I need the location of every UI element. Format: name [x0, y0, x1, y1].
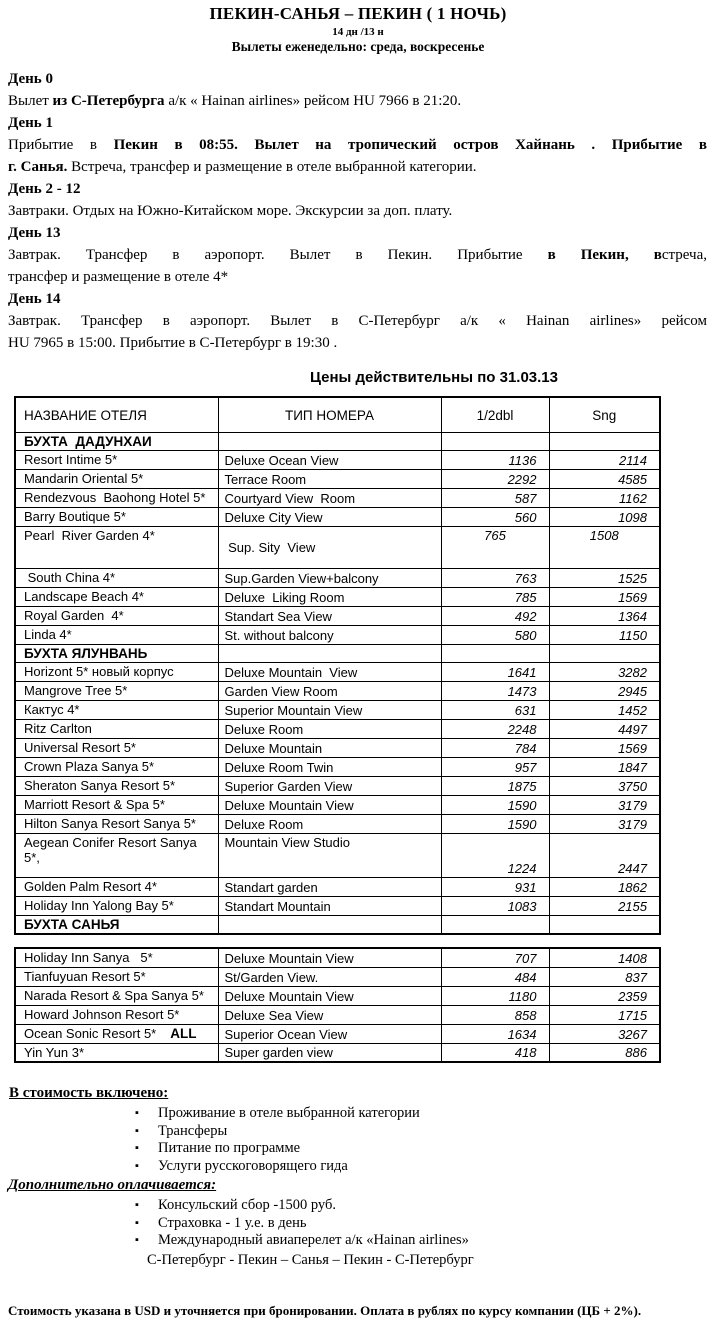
itinerary [8, 68, 707, 354]
room-type-cell: Standart garden [218, 878, 441, 897]
price-table-2-body [15, 948, 660, 1062]
col-header-half-double: 1/2dbl [441, 397, 549, 433]
single-price-cell: 1150 [549, 626, 660, 645]
day-description-line [8, 244, 707, 266]
half-double-price-cell: 587 [441, 489, 549, 508]
single-price-cell: 3179 [549, 796, 660, 815]
half-double-price-cell: 492 [441, 607, 549, 626]
text-segment: Завтраки. Отдых на Южно-Китайском море. Экскурсии за доп. плату. [8, 203, 453, 219]
half-double-price-cell: 785 [441, 588, 549, 607]
hotel-row [15, 967, 660, 986]
text-segment: Завтрак. Трансфер в аэропорт. Вылет в С-Петербург а/к « Hainan airlines» рейсом [8, 313, 707, 329]
hotel-name-cell: Aegean Conifer Resort Sanya 5*, [15, 834, 218, 878]
room-type-cell: Courtyard View Room [218, 489, 441, 508]
single-price-cell: 1508 [549, 527, 660, 569]
empty-cell [218, 916, 441, 935]
hotel-name-cell: Кактус 4* [15, 701, 218, 720]
included-title: В стоимость включено: [9, 1085, 169, 1101]
room-type-cell: Mountain View Studio [218, 834, 441, 878]
text-segment: трансфер и размещение в отеле 4* [8, 269, 229, 285]
hotel-name-cell: Hilton Sanya Resort Sanya 5* [15, 815, 218, 834]
single-price-cell: 1847 [549, 758, 660, 777]
single-price-cell: 3267 [549, 1024, 660, 1043]
text-segment: стреча, [661, 247, 707, 263]
hotel-name-cell: Sheraton Sanya Resort 5* [15, 777, 218, 796]
half-double-price-cell: 1083 [441, 897, 549, 916]
half-double-price-cell: 631 [441, 701, 549, 720]
bay-section-row [15, 645, 660, 663]
hotel-row [15, 1024, 660, 1043]
hotel-name-cell: Ritz Carlton [15, 720, 218, 739]
included-section [0, 1085, 716, 1175]
half-double-price-cell: 484 [441, 967, 549, 986]
hotel-name-cell: South China 4* [15, 569, 218, 588]
single-price-cell: 1162 [549, 489, 660, 508]
text-segment: а/к « Hainan airlines» рейсом HU 7966 в 21:20. [168, 93, 462, 109]
empty-cell [218, 433, 441, 451]
room-type-cell: Deluxe Room [218, 720, 441, 739]
day-description-line [8, 266, 707, 288]
single-price-cell: 3282 [549, 663, 660, 682]
room-type-cell: Deluxe Mountain [218, 739, 441, 758]
room-type-cell: Garden View Room [218, 682, 441, 701]
half-double-price-cell: 1136 [441, 451, 549, 470]
half-double-price-cell: 580 [441, 626, 549, 645]
hotel-name-cell: Crown Plaza Sanya 5* [15, 758, 218, 777]
single-price-cell: 1862 [549, 878, 660, 897]
single-price-cell: 2945 [549, 682, 660, 701]
half-double-price-cell: 707 [441, 948, 549, 967]
hotel-row [15, 1043, 660, 1062]
half-double-price-cell: 763 [441, 569, 549, 588]
text-segment: Вылет [8, 93, 53, 109]
day-heading: День 14 [8, 291, 61, 307]
hotel-name-cell: Rendezvous Baohong Hotel 5* [15, 489, 218, 508]
hotel-name-cell: Holiday Inn Sanya 5* [15, 948, 218, 967]
doc-header [0, 4, 716, 55]
text-segment: г. Санья. [8, 159, 72, 175]
text-segment: из С-Петербурга [52, 93, 169, 109]
list-item: ▪ Страховка - 1 у.е. в день [135, 1215, 716, 1233]
tour-duration: 14 дн /13 н [332, 26, 384, 38]
single-price-cell: 1452 [549, 701, 660, 720]
hotel-row [15, 588, 660, 607]
single-price-cell: 1098 [549, 508, 660, 527]
page-title: ПЕКИН-САНЬЯ – ПЕКИН ( 1 НОЧЬ) [209, 4, 507, 23]
empty-cell [549, 645, 660, 663]
price-table-2 [14, 947, 661, 1063]
hotel-name-cell: Pearl River Garden 4* [15, 527, 218, 569]
room-type-cell: Deluxe Room Twin [218, 758, 441, 777]
hotel-name-cell: Ocean Sonic Resort 5* ALL [15, 1024, 218, 1043]
empty-cell [218, 645, 441, 663]
single-price-cell: 837 [549, 967, 660, 986]
single-price-cell: 3179 [549, 815, 660, 834]
hotel-name-cell: Linda 4* [15, 626, 218, 645]
hotel-row [15, 948, 660, 967]
list-item: ▪ Консульский сбор -1500 руб. [135, 1197, 716, 1215]
flight-route: С-Петербург - Пекин – Санья – Пекин - С-Петербург [147, 1251, 474, 1268]
single-price-cell: 2114 [549, 451, 660, 470]
hotel-row [15, 451, 660, 470]
room-type-cell: Superior Mountain View [218, 701, 441, 720]
footer-note: Стоимость указана в USD и уточняется при бронировании. Оплата в рублях по курсу компании (ЦБ + 2%). [8, 1303, 642, 1318]
half-double-price-cell: 560 [441, 508, 549, 527]
room-type-cell: Superior Garden View [218, 777, 441, 796]
hotel-row [15, 897, 660, 916]
room-type-cell: Sup. Sity View [218, 527, 441, 569]
half-double-price-cell: 1641 [441, 663, 549, 682]
half-double-price-cell: 1590 [441, 815, 549, 834]
text-segment: Встреча, трансфер и размещение в отеле выбранной категории. [71, 159, 477, 175]
half-double-price-cell: 418 [441, 1043, 549, 1062]
hotel-row [15, 682, 660, 701]
room-type-cell: Standart Sea View [218, 607, 441, 626]
extra-cost-section [0, 1177, 716, 1269]
room-type-cell: Terrace Room [218, 470, 441, 489]
list-item: ▪ Международный авиаперелет а/к «Hainan airlines» [135, 1232, 716, 1250]
hotel-name-cell: Tianfuyuan Resort 5* [15, 967, 218, 986]
text-segment: Пекин в 08:55. Вылет на тропический остров Хайнань . Прибытие в [113, 137, 707, 153]
half-double-price-cell: 957 [441, 758, 549, 777]
day-description-line [8, 134, 707, 156]
hotel-row [15, 986, 660, 1005]
single-price-cell: 1715 [549, 1005, 660, 1024]
hotel-row [15, 626, 660, 645]
empty-cell [441, 916, 549, 935]
single-price-cell: 4497 [549, 720, 660, 739]
room-type-cell: Sup.Garden View+balcony [218, 569, 441, 588]
room-type-cell: Deluxe Ocean View [218, 451, 441, 470]
hotel-row [15, 1005, 660, 1024]
hotel-row [15, 527, 660, 569]
hotel-row [15, 720, 660, 739]
hotel-name-cell: Narada Resort & Spa Sanya 5* [15, 986, 218, 1005]
hotel-row [15, 470, 660, 489]
single-price-cell: 1569 [549, 588, 660, 607]
hotel-row [15, 834, 660, 878]
day-description-line [8, 200, 707, 222]
extra-cost-title: Дополнительно оплачивается: [8, 1177, 217, 1193]
single-price-cell: 886 [549, 1043, 660, 1062]
included-list [135, 1105, 716, 1175]
hotel-name-cell: Yin Yun 3* [15, 1043, 218, 1062]
single-price-cell: 2155 [549, 897, 660, 916]
col-header-hotel-name: НАЗВАНИЕ ОТЕЛЯ [15, 397, 218, 433]
hotel-row [15, 607, 660, 626]
text-segment: Завтрак. Трансфер в аэропорт. Вылет в Пекин. Прибытие [8, 247, 548, 263]
single-price-cell: 1525 [549, 569, 660, 588]
hotel-name-cell: Royal Garden 4* [15, 607, 218, 626]
col-header-room-type: ТИП НОМЕРА [218, 397, 441, 433]
hotel-row [15, 508, 660, 527]
hotel-name-cell: Holiday Inn Yalong Bay 5* [15, 897, 218, 916]
half-double-price-cell: 2292 [441, 470, 549, 489]
room-type-cell: St/Garden View. [218, 967, 441, 986]
half-double-price-cell: 784 [441, 739, 549, 758]
hotel-name-suffix: ALL [170, 1025, 197, 1041]
half-double-price-cell: 765 [441, 527, 549, 569]
single-price-cell: 4585 [549, 470, 660, 489]
room-type-cell: Deluxe Mountain View [218, 948, 441, 967]
day-description-line [8, 310, 707, 332]
bay-section-title: БУХТА ЯЛУНВАНЬ [15, 645, 218, 663]
hotel-row [15, 796, 660, 815]
hotel-row [15, 777, 660, 796]
day-heading: День 2 - 12 [8, 181, 81, 197]
room-type-cell: Deluxe Mountain View [218, 796, 441, 815]
hotel-row [15, 569, 660, 588]
bay-section-row [15, 916, 660, 935]
hotel-row [15, 878, 660, 897]
hotel-row [15, 701, 660, 720]
half-double-price-cell: 858 [441, 1005, 549, 1024]
hotel-name-cell: Mandarin Oriental 5* [15, 470, 218, 489]
bay-section-title: БУХТА ДАДУНХАИ [15, 433, 218, 451]
single-price-cell: 1364 [549, 607, 660, 626]
list-item: ▪ Питание по программе [135, 1140, 716, 1158]
bay-section-row [15, 433, 660, 451]
room-type-cell: Deluxe Room [218, 815, 441, 834]
room-type-cell: St. without balcony [218, 626, 441, 645]
half-double-price-cell: 1224 [441, 834, 549, 878]
price-validity-note: Цены действительны по 31.03.13 [310, 369, 558, 386]
bay-section-title: БУХТА САНЬЯ [15, 916, 218, 935]
room-type-cell: Deluxe City View [218, 508, 441, 527]
hotel-name-cell: Horizont 5* новый корпус [15, 663, 218, 682]
hotel-name-cell: Barry Boutique 5* [15, 508, 218, 527]
single-price-cell: 1569 [549, 739, 660, 758]
empty-cell [549, 433, 660, 451]
hotel-name-cell: Mangrove Tree 5* [15, 682, 218, 701]
empty-cell [549, 916, 660, 935]
room-type-cell: Standart Mountain [218, 897, 441, 916]
price-table-1-body [15, 433, 660, 935]
hotel-name-cell: Marriott Resort & Spa 5* [15, 796, 218, 815]
half-double-price-cell: 1473 [441, 682, 549, 701]
day-description-line [8, 332, 707, 354]
half-double-price-cell: 1634 [441, 1024, 549, 1043]
half-double-price-cell: 1180 [441, 986, 549, 1005]
hotel-name-cell: Universal Resort 5* [15, 739, 218, 758]
half-double-price-cell: 1590 [441, 796, 549, 815]
single-price-cell: 3750 [549, 777, 660, 796]
single-price-cell: 1408 [549, 948, 660, 967]
day-heading: День 0 [8, 71, 53, 87]
hotel-row [15, 758, 660, 777]
empty-cell [441, 433, 549, 451]
text-segment: HU 7965 в 15:00. Прибытие в С-Петербург в 19:30 . [8, 335, 338, 351]
single-price-cell: 2359 [549, 986, 660, 1005]
half-double-price-cell: 2248 [441, 720, 549, 739]
hotel-name-cell: Landscape Beach 4* [15, 588, 218, 607]
day-heading: День 13 [8, 225, 61, 241]
list-item: ▪ Услуги русскоговорящего гида [135, 1158, 716, 1176]
hotel-row [15, 815, 660, 834]
hotel-name-cell: Howard Johnson Resort 5* [15, 1005, 218, 1024]
hotel-name-cell: Golden Palm Resort 4* [15, 878, 218, 897]
half-double-price-cell: 931 [441, 878, 549, 897]
half-double-price-cell: 1875 [441, 777, 549, 796]
hotel-row [15, 663, 660, 682]
empty-cell [441, 645, 549, 663]
room-type-cell: Deluxe Liking Room [218, 588, 441, 607]
hotel-name-cell: Resort Intime 5* [15, 451, 218, 470]
room-type-cell: Deluxe Mountain View [218, 986, 441, 1005]
extra-cost-list [135, 1197, 716, 1250]
text-segment: в Пекин, в [547, 247, 662, 263]
room-type-cell: Deluxe Sea View [218, 1005, 441, 1024]
hotel-row [15, 739, 660, 758]
list-item: ▪ Трансферы [135, 1123, 716, 1141]
departure-schedule: Вылеты еженедельно: среда, воскресенье [231, 39, 485, 54]
col-header-single: Sng [549, 397, 660, 433]
day-description-line [8, 90, 707, 112]
day-description-line [8, 156, 707, 178]
list-item: ▪ Проживание в отеле выбранной категории [135, 1105, 716, 1123]
hotel-row [15, 489, 660, 508]
room-type-cell: Super garden view [218, 1043, 441, 1062]
single-price-cell: 2447 [549, 834, 660, 878]
room-type-cell: Superior Ocean View [218, 1024, 441, 1043]
price-table-header-row [15, 397, 660, 433]
day-heading: День 1 [8, 115, 53, 131]
price-table-1 [14, 396, 661, 935]
room-type-cell: Deluxe Mountain View [218, 663, 441, 682]
text-segment: Прибытие в [8, 137, 114, 153]
